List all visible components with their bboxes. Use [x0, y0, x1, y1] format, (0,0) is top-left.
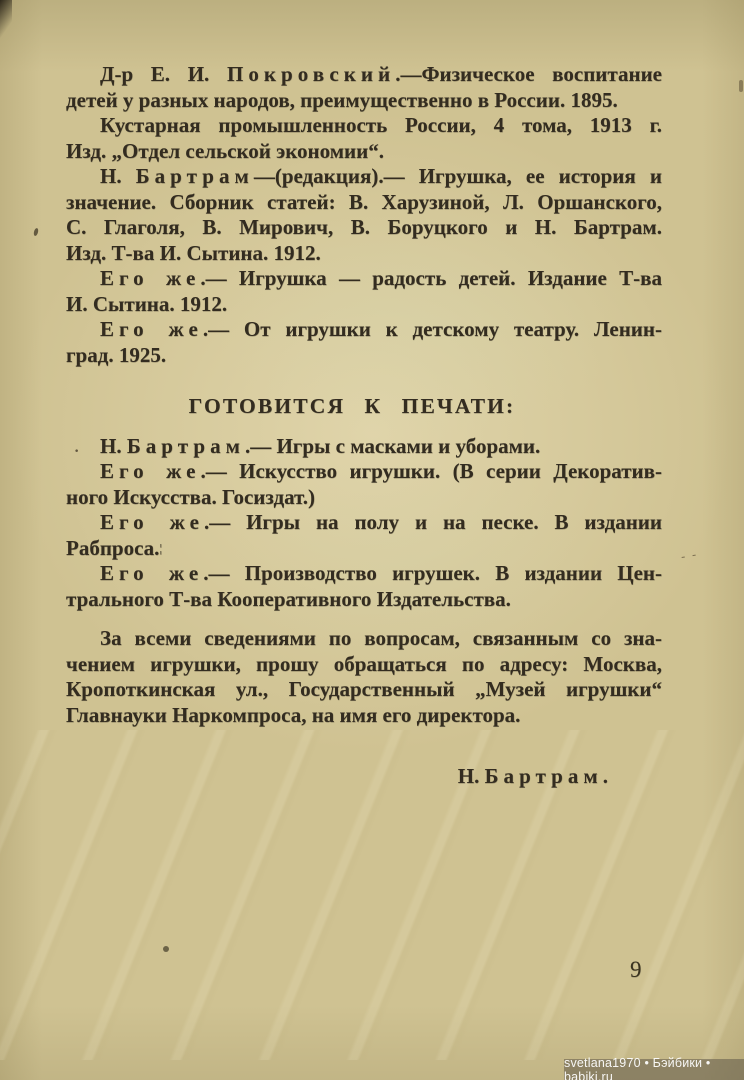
- text-segment: .— Игры на полу и на песке. В издании: [203, 510, 662, 534]
- text-line: [66, 561, 662, 587]
- text-segment: ного Искусства. Госиздат.): [66, 484, 316, 509]
- text-segment: .— Искусство игрушки. (В серии Декоратив-: [200, 459, 662, 483]
- text-segment: Кустарная промышленность России, 4 тома, 1913 г.: [100, 113, 662, 137]
- text-segment: .: [602, 764, 608, 788]
- text-segment: Бартрам: [135, 164, 254, 188]
- paragraph: [66, 317, 662, 368]
- text-line: [66, 652, 662, 678]
- text-segment: .— От игрушки к детскому театру. Ленин-: [202, 317, 662, 341]
- text-line: [66, 343, 662, 369]
- text-segment: Покровский: [226, 62, 396, 86]
- paragraph: [66, 266, 662, 317]
- text-line: [66, 317, 662, 343]
- text-segment: За всеми сведениями по вопросам, связанным со зна-: [100, 626, 662, 650]
- author-signature: [66, 764, 662, 790]
- text-line: [66, 587, 662, 613]
- text-line: [66, 434, 662, 460]
- pencil-marks: - -: [679, 546, 699, 564]
- ink-speck: [163, 946, 169, 952]
- text-line: [66, 88, 662, 114]
- text-segment: Н.: [100, 164, 136, 188]
- text-line: [66, 164, 662, 190]
- section-heading: ГОТОВИТСЯ К ПЕЧАТИ:: [188, 394, 516, 418]
- text-segment: Его же: [100, 459, 201, 483]
- text-segment: Изд. „Отдел сельской экономии“.: [66, 138, 384, 163]
- text-segment: Бартрам: [484, 764, 603, 788]
- page-number: 9: [630, 957, 642, 982]
- text-segment: Бартрам: [126, 433, 245, 458]
- paragraph: [66, 626, 662, 728]
- text-line: [66, 190, 662, 216]
- paragraph: [66, 434, 662, 460]
- bibliography-section: [66, 62, 662, 368]
- text-segment: Н.: [100, 433, 127, 458]
- scan-corner-shadow: [0, 0, 12, 46]
- text-line: [66, 139, 662, 165]
- text-block: [66, 62, 662, 790]
- text-line: [66, 510, 662, 536]
- text-segment: Его же: [100, 510, 204, 534]
- contact-note-section: [66, 626, 662, 728]
- text-line: [66, 241, 662, 267]
- text-segment: С. Глаголя, В. Мирович, В. Боруцкого и Н. Бартрам.: [66, 215, 662, 239]
- ink-speck: [33, 228, 39, 237]
- text-line: [66, 62, 662, 88]
- text-segment: Рабпроса.: [66, 535, 160, 560]
- text-line: [66, 536, 662, 562]
- text-segment: .— Производство игрушек. В издании Цен-: [203, 561, 663, 585]
- text-segment: значение. Сборник статей: В. Харузиной, Л. Оршанского,: [66, 189, 662, 214]
- text-segment: Главнауки Наркомпроса, на имя его директора.: [66, 702, 521, 727]
- text-segment: Его же: [100, 561, 204, 585]
- paragraph: [66, 164, 662, 266]
- watermark: svetlana1970 • Бэйбики • babiki.ru: [564, 1059, 744, 1080]
- ink-speck: [739, 80, 743, 92]
- text-segment: .—Физическое воспитание: [395, 62, 662, 86]
- paragraph: [66, 510, 662, 561]
- text-segment: Изд. Т-ва И. Сытина. 1912.: [66, 240, 321, 265]
- text-segment: Его же: [100, 266, 201, 290]
- paragraph: [66, 62, 662, 113]
- paragraph: [66, 459, 662, 510]
- text-segment: —(редакция).— Игрушка, ее история и: [253, 164, 662, 188]
- text-line: [66, 485, 662, 511]
- text-segment: .— Игры с масками и уборами.: [244, 433, 541, 458]
- text-segment: .— Игрушка — радость детей. Издание Т-ва: [200, 266, 662, 290]
- text-segment: чением игрушки, прошу обращаться по адресу: Москва,: [66, 651, 662, 676]
- text-line: [66, 626, 662, 652]
- forthcoming-section: [66, 434, 662, 613]
- stray-dot-mark: ·: [74, 443, 80, 460]
- text-segment: И. Сытина. 1912.: [66, 291, 228, 316]
- text-line: [66, 292, 662, 318]
- text-segment: Его же: [100, 317, 203, 341]
- text-segment: трального Т-ва Кооперативного Издательства.: [66, 586, 511, 611]
- text-line: [66, 459, 662, 485]
- text-segment: Кропоткинская ул., Государственный „Музей игрушки“: [66, 677, 662, 701]
- text-segment: град. 1925.: [66, 342, 167, 367]
- paragraph: [66, 113, 662, 164]
- text-segment: детей у разных народов, преимущественно в России. 1895.: [66, 87, 618, 112]
- text-line: [66, 215, 662, 241]
- text-line: [66, 703, 662, 729]
- text-line: [66, 677, 662, 703]
- paragraph: [66, 561, 662, 612]
- text-segment: Д-р Е. И.: [100, 62, 227, 86]
- text-line: [66, 266, 662, 292]
- text-line: [66, 113, 662, 139]
- text-segment: ¦: [159, 540, 163, 555]
- text-segment: Н.: [457, 764, 485, 788]
